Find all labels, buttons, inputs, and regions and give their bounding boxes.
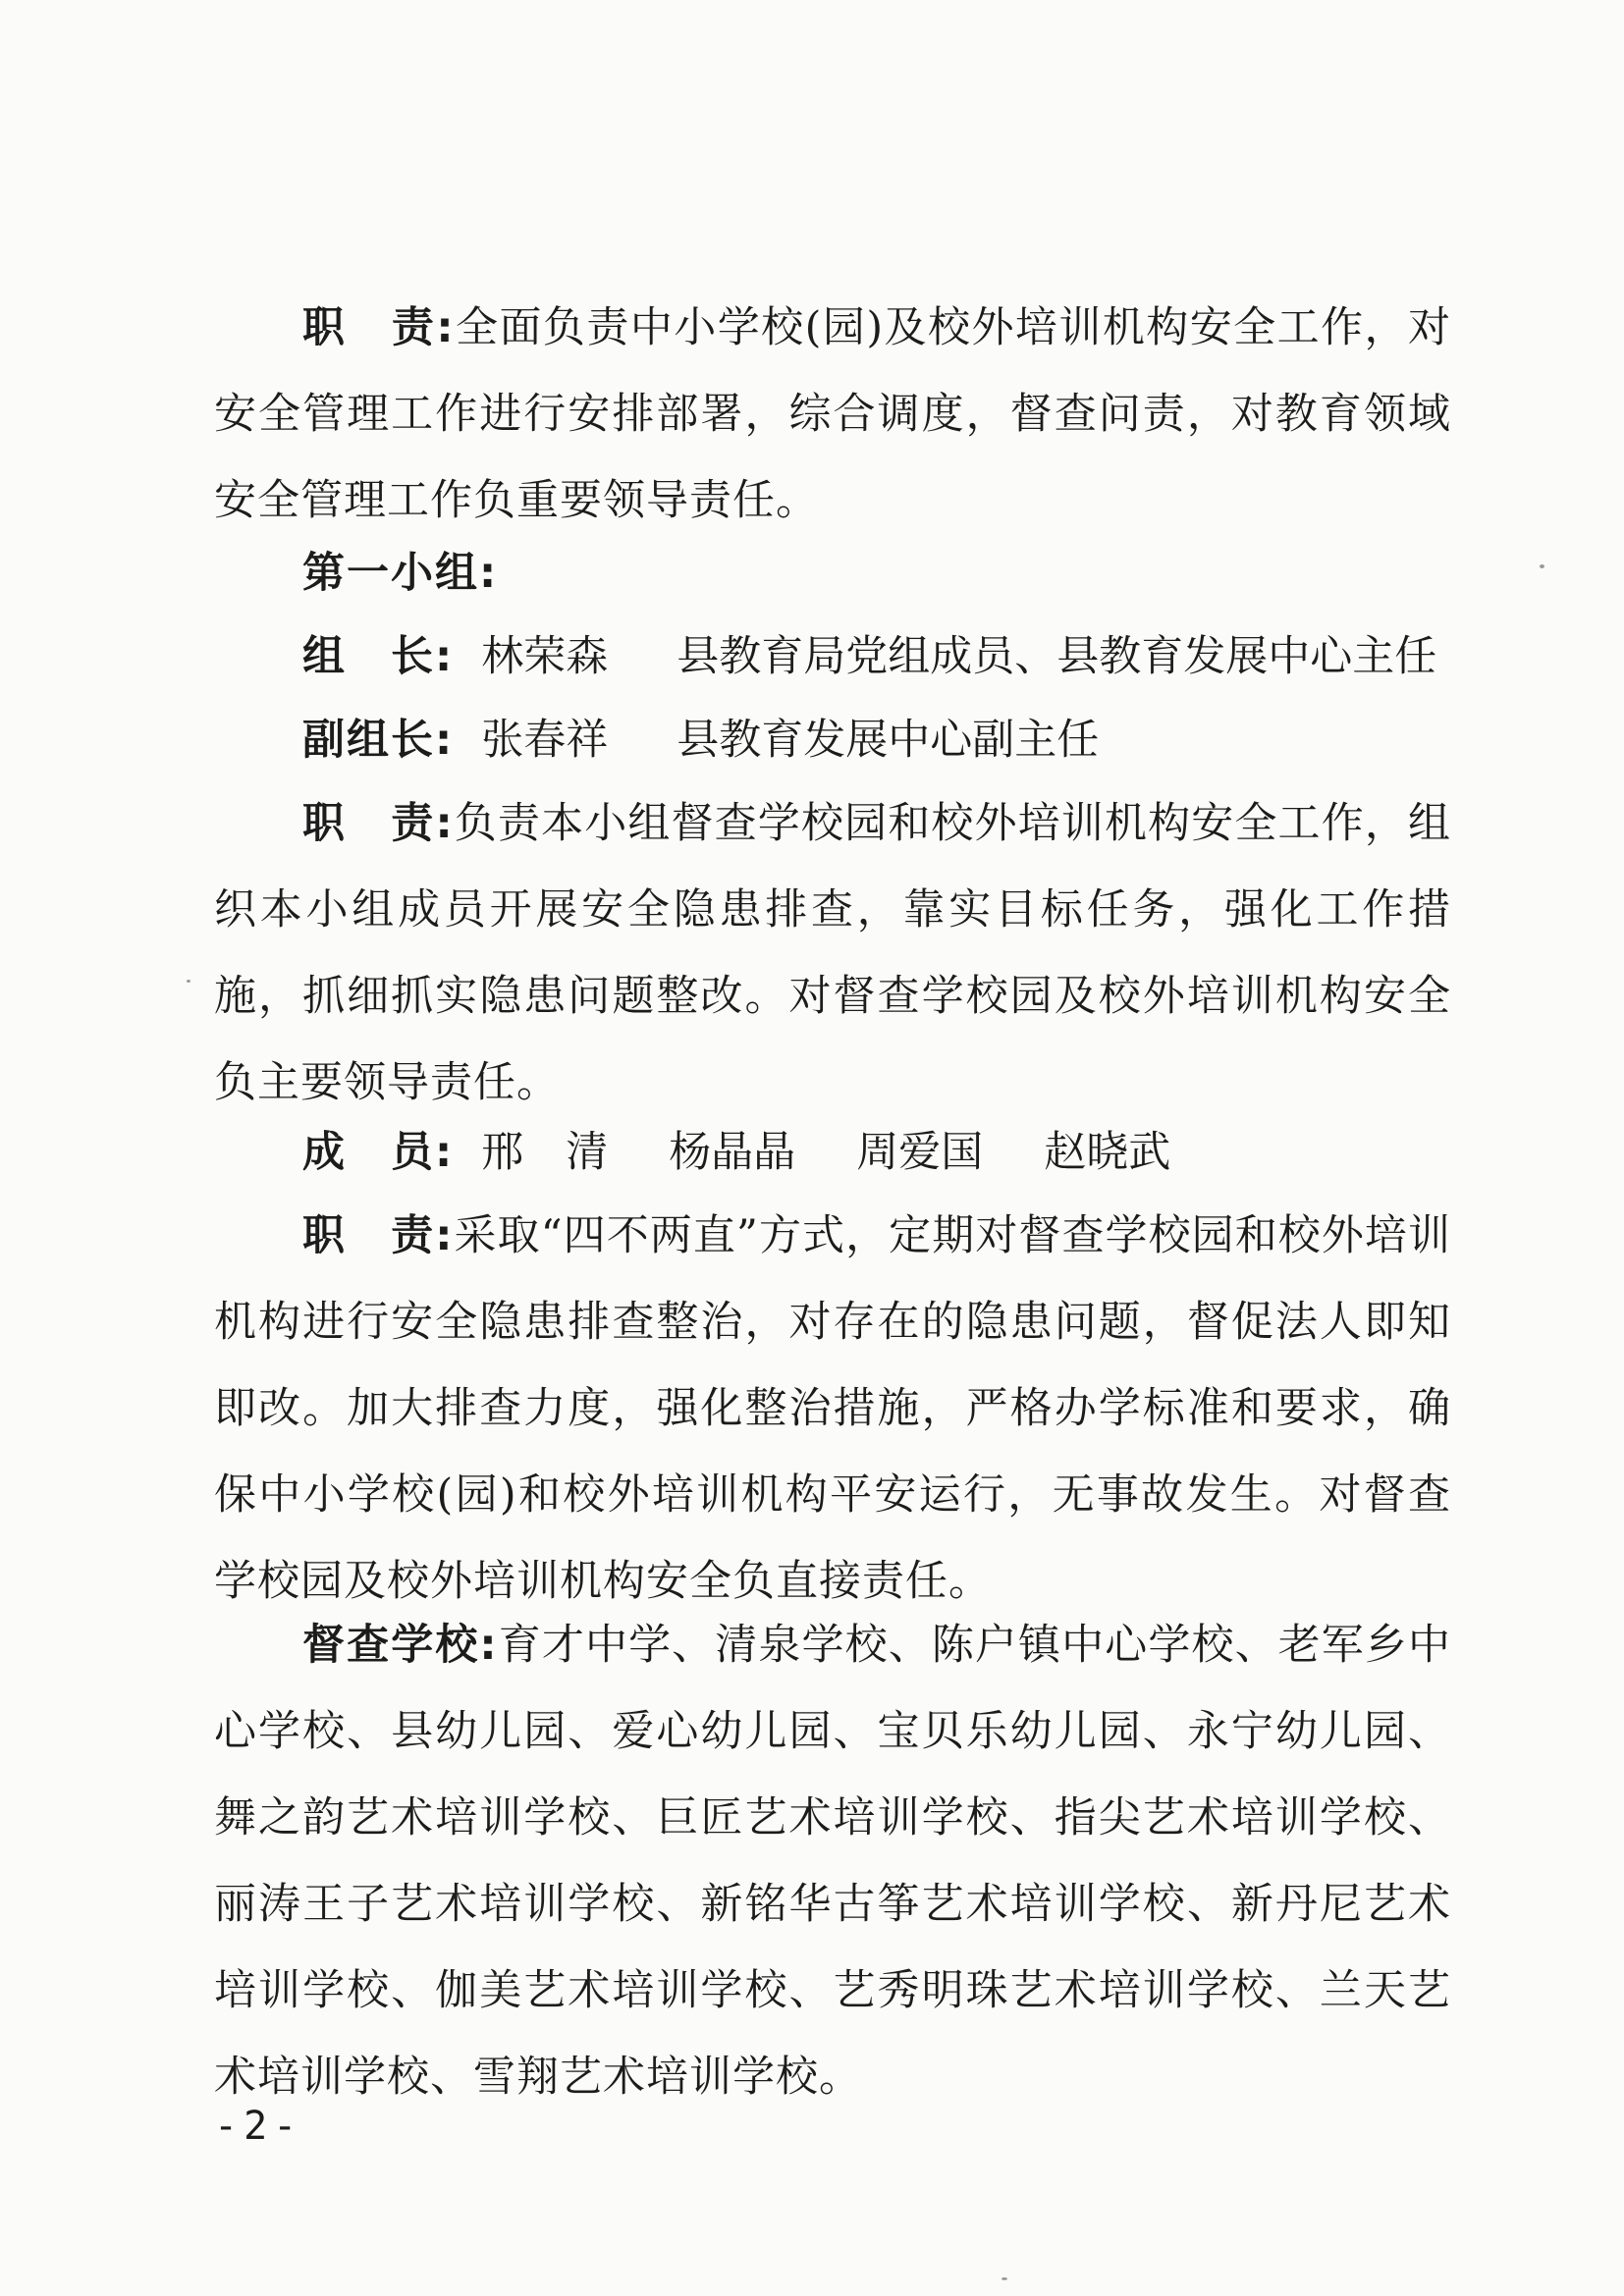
- duty-label: 职 责:: [302, 303, 456, 352]
- schools-text: 育才中学、清泉学校、陈户镇中心学校、老军乡中心学校、县幼儿园、爱心幼儿园、宝贝乐幼儿园、永宁幼儿园、舞之韵艺术培训学校、巨匠艺术培训学校、指尖艺术培训学校、丽涛王子艺术培训学校、新铭华古筝艺术培训学校、新丹尼艺术培训学校、伽美艺术培训学校、艺秀明珠艺术培训学校、兰天艺术培训学校、雪翔艺术培训学校。: [214, 1621, 1452, 2102]
- leader-title: 县教育局党组成员、县教育发展中心主任: [677, 632, 1437, 681]
- member-name: 赵晓武: [1044, 1128, 1171, 1177]
- member-name: 杨晶晶: [669, 1128, 796, 1177]
- deputy-leader-label: 副组长:: [302, 716, 455, 765]
- leader-name: 林荣森: [481, 632, 609, 681]
- member-name: 邢 清: [481, 1128, 609, 1177]
- inspected-schools-paragraph: [214, 1602, 1451, 2120]
- page-number: -2-: [214, 2104, 303, 2149]
- deputy-leader-name: 张春祥: [481, 716, 609, 765]
- deputy-leader-title: 县教育发展中心副主任: [677, 716, 1100, 765]
- member-name: 周爱国: [856, 1128, 984, 1177]
- duty-paragraph-overall: [214, 285, 1451, 544]
- group-leader-row: [302, 614, 1436, 700]
- duty-paragraph-members: [214, 1193, 1451, 1625]
- scan-speck: [187, 980, 190, 983]
- duty-text: 采取“四不两直”方式，定期对督查学校园和校外培训机构进行安全隐患排查整治，对存在的隐患问题，督促法人即知即改。加大排查力度，强化整治措施，严格办学标准和要求，确保中小学校(园)和校外培训机构平安运行，无事故发生。对督查学校园及校外培训机构安全负直接责任。: [214, 1211, 1451, 1606]
- duty-text: 负责本小组督查学校园和校外培训机构安全工作，组织本小组成员开展安全隐患排查，靠实目标任务，强化工作措施，抓细抓实隐患问题整改。对督查学校园及校外培训机构安全负主要领导责任。: [214, 799, 1451, 1107]
- scan-speck: [1540, 564, 1544, 568]
- duty-label: 职 责:: [302, 1211, 455, 1260]
- members-row: [302, 1109, 1170, 1196]
- duty-text: 全面负责中小学校(园)及校外培训机构安全工作，对安全管理工作进行安排部署，综合调度，督查问责，对教育领域安全管理工作负重要领导责任。: [214, 303, 1451, 525]
- schools-label: 督查学校:: [302, 1621, 499, 1670]
- scan-speck: [1001, 2277, 1007, 2280]
- leader-label: 组 长:: [302, 632, 455, 681]
- members-label: 成 员:: [302, 1128, 455, 1177]
- group-title: 第一小组:: [302, 549, 499, 598]
- duty-paragraph-group: [214, 780, 1451, 1126]
- duty-label: 职 责:: [302, 799, 455, 848]
- deputy-leader-row: [302, 697, 1099, 783]
